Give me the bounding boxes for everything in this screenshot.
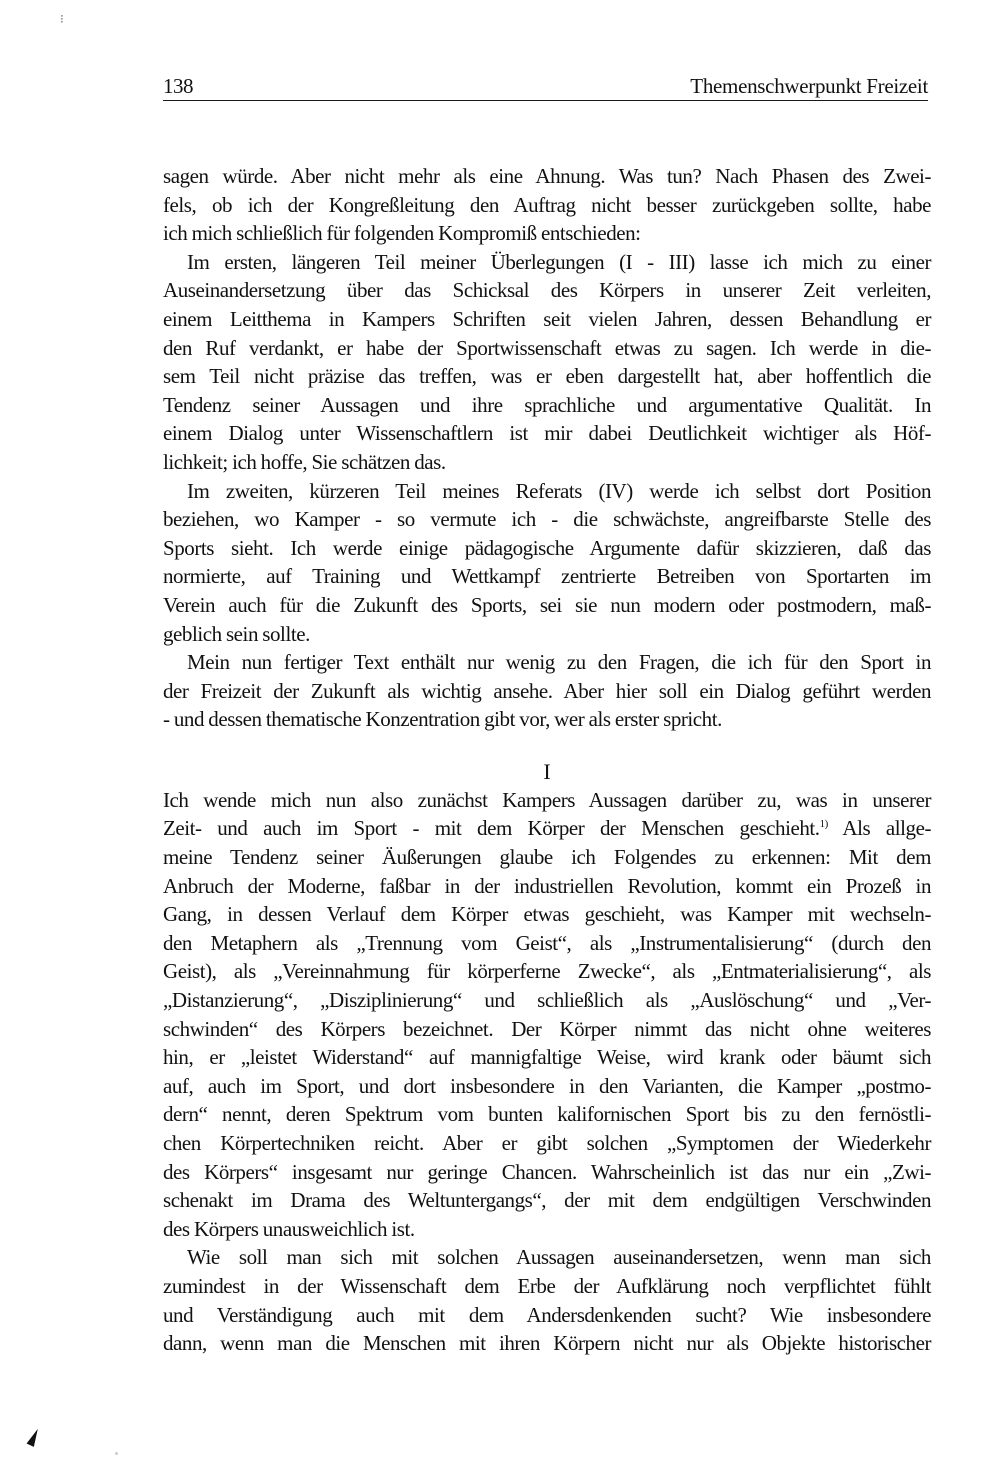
- text-line: des Körpers“ insgesamt nur geringe Chancen. Wahrscheinlich ist das nur ein „Zwi-: [163, 1159, 931, 1184]
- text-line: einem Leitthema in Kampers Schriften seit vielen Jahren, dessen Behandlung er: [163, 306, 931, 331]
- body-text: [163, 162, 931, 1358]
- scan-artifact-dot: [115, 1452, 118, 1455]
- text-line: Gang, in dessen Verlauf dem Körper etwas geschieht, was Kamper mit wechseln-: [163, 902, 931, 927]
- text-line: der Freizeit der Zukunft als wichtig ansehe. Aber hier soll ein Dialog geführt werden: [163, 678, 931, 703]
- text-line: fels, ob ich der Kongreßleitung den Auftrag nicht besser zurückgeben sollte, habe: [163, 192, 931, 217]
- section-heading: I: [543, 758, 551, 784]
- text-line: sagen würde. Aber nicht mehr als eine Ahnung. Was tun? Nach Phasen des Zwei-: [163, 164, 931, 188]
- text-line: Anbruch der Moderne, faßbar in der industriellen Revolution, kommt ein Prozeß in: [163, 873, 931, 898]
- text-line: beziehen, wo Kamper - so vermute ich - die schwächste, angreifbarste Stelle des: [163, 507, 931, 532]
- text-line: „Distanzierung“, „Disziplinierung“ und schließlich als „Auslöschung“ und „Ver-: [163, 988, 931, 1013]
- text-line: zumindest in der Wissenschaft dem Erbe der Aufklärung noch verpflichtet fühlt: [163, 1273, 931, 1298]
- text-line: chen Körpertechniken reicht. Aber er gibt solchen „Symptomen der Wiederkehr: [163, 1131, 931, 1155]
- paragraph-6: [163, 1243, 931, 1357]
- text-line: den Metaphern als „Trennung vom Geist“, als „Instrumentalisierung“ (durch den: [163, 930, 931, 955]
- text-line: Wie soll man sich mit solchen Aussagen auseinandersetzen, wenn man sich: [187, 1245, 931, 1270]
- paragraph-2: [163, 248, 931, 477]
- text-line: sem Teil nicht präzise das treffen, was er eben dargestellt hat, aber hoffentlich die: [163, 364, 931, 389]
- text-line: Tendenz seiner Aussagen und ihre sprachliche und argumentative Qualität. In: [163, 392, 931, 417]
- text-line: den Ruf verdankt, er habe der Sportwissenschaft etwas zu sagen. Ich werde in die-: [163, 335, 931, 360]
- scan-artifact-bottom: [27, 1427, 42, 1447]
- text-line: des Körpers unausweichlich ist.: [163, 1216, 415, 1241]
- running-title: Themenschwerpunkt Freizeit: [690, 74, 928, 98]
- text-line: auf, auch im Sport, und dort insbesondere in den Varianten, die Kamper „postmo-: [163, 1073, 931, 1098]
- text-line: Sports sieht. Ich werde einige pädagogische Argumente dafür skizzieren, daß das: [163, 535, 931, 560]
- text-line: ich mich schließlich für folgenden Kompromiß entschieden:: [163, 221, 641, 246]
- paragraph-1: [163, 162, 931, 248]
- text-line: Ich wende mich nun also zunächst Kampers Aussagen darüber zu, was in unserer: [163, 787, 931, 812]
- text-line-with-footnote: [163, 814, 931, 843]
- text-line: - und dessen thematische Konzentration gibt vor, wer als erster spricht.: [163, 707, 722, 732]
- text-line: meine Tendenz seiner Äußerungen glaube ich Folgendes zu erkennen: Mit dem: [163, 845, 931, 870]
- text-line: Auseinandersetzung über das Schicksal des Körpers in unserer Zeit verleiten,: [163, 278, 931, 303]
- text-line: hin, er „leistet Widerstand“ auf mannigfaltige Weise, wird krank oder bäumt sich: [163, 1045, 931, 1070]
- text-line: und Verständigung auch mit dem Andersdenkenden sucht? Wie insbesondere: [163, 1302, 931, 1327]
- text-line: geblich sein sollte.: [163, 621, 310, 646]
- text-line: Verein auch für die Zukunft des Sports, sei sie nun modern oder postmodern, maß-: [163, 592, 931, 617]
- scan-artifact-top: ⁝: [60, 12, 64, 26]
- footnote-reference[interactable]: 1): [819, 818, 828, 831]
- paragraph-5: [163, 786, 931, 1244]
- text-line: dern“ nennt, deren Spektrum vom bunten kalifornischen Sport bis zu den fernöstli-: [163, 1102, 931, 1127]
- text-line: dann, wenn man die Menschen mit ihren Körpern nicht nur als Objekte historischer: [163, 1331, 931, 1356]
- text-line: Im zweiten, kürzeren Teil meines Referats (IV) werde ich selbst dort Position: [187, 478, 931, 503]
- text-line: schenakt im Drama des Weltuntergangs“, der mit dem endgültigen Verschwinden: [163, 1188, 931, 1213]
- paragraph-3: [163, 477, 931, 649]
- paragraph-4: [163, 648, 931, 734]
- page-number: 138: [163, 74, 193, 98]
- text-line: Geist), als „Vereinnahmung für körperferne Zwecke“, als „Entmaterialisierung“, als: [163, 959, 931, 984]
- header-rule: [163, 100, 928, 101]
- text-line: Mein nun fertiger Text enthält nur wenig zu den Fragen, die ich für den Sport in: [187, 650, 931, 675]
- text-segment: Als allge-: [827, 816, 931, 841]
- text-segment: Zeit- und auch im Sport - mit dem Körper der Menschen geschieht.: [163, 816, 820, 841]
- text-line: Im ersten, längeren Teil meiner Überlegungen (I - III) lasse ich mich zu einer: [187, 249, 931, 274]
- text-line: normierte, auf Training und Wettkampf zentrierte Betreiben von Sportarten im: [163, 564, 931, 589]
- text-line: lichkeit; ich hoffe, Sie schätzen das.: [163, 449, 446, 474]
- text-line: einem Dialog unter Wissenschaftlern ist mir dabei Deutlichkeit wichtiger als Höf-: [163, 421, 931, 446]
- text-line: schwinden“ des Körpers bezeichnet. Der Körper nimmt das nicht ohne weiteres: [163, 1016, 931, 1041]
